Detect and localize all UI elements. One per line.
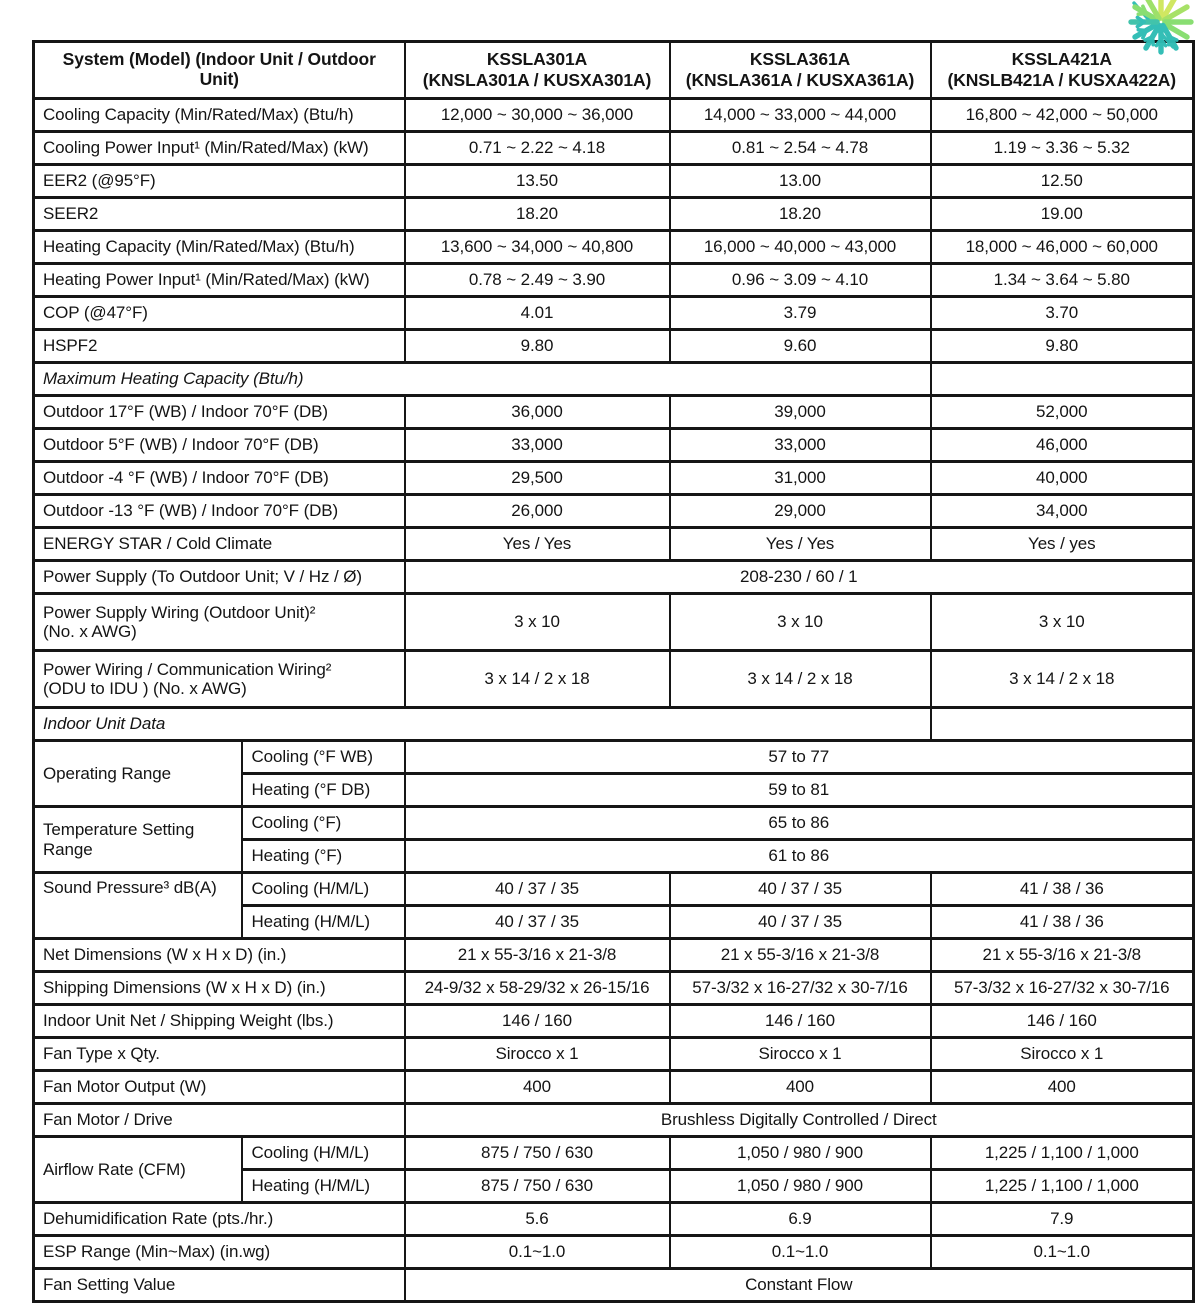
row-label: Fan Motor Output (W) [34,1071,405,1104]
cell-value: 1,225 / 1,100 / 1,000 [931,1137,1194,1170]
row-label: ENERGY STAR / Cold Climate [34,528,405,561]
cell-value: 36,000 [405,396,670,429]
cell-value: 0.81 ~ 2.54 ~ 4.78 [670,132,931,165]
cell-value: 57-3/32 x 16-27/32 x 30-7/16 [931,972,1194,1005]
cell-value: 40 / 37 / 35 [405,873,670,906]
table-row [34,1071,1194,1104]
cell-value: 40 / 37 / 35 [670,873,931,906]
row-label: Net Dimensions (W x H x D) (in.) [34,939,405,972]
cell-value: 29,000 [670,495,931,528]
cell-value: 5.6 [405,1203,670,1236]
cell-value: 40,000 [931,462,1194,495]
row-label: Outdoor 17°F (WB) / Indoor 70°F (DB) [34,396,405,429]
cell-value: 0.71 ~ 2.22 ~ 4.18 [405,132,670,165]
table-body [34,99,1194,1302]
table-row [34,264,1194,297]
cell-value: Sirocco x 1 [931,1038,1194,1071]
cell-value: 0.78 ~ 2.49 ~ 3.90 [405,264,670,297]
model-name-label: KSSLA301A [486,49,588,69]
cell-value: 875 / 750 / 630 [405,1137,670,1170]
cell-value-merged: 61 to 86 [405,840,1194,873]
table-row [34,330,1194,363]
cell-value: Sirocco x 1 [670,1038,931,1071]
table-row [34,165,1194,198]
cell-value: 40 / 37 / 35 [405,906,670,939]
cell-value-merged: 59 to 81 [405,774,1194,807]
row-label: Heating Power Input¹ (Min/Rated/Max) (kW) [34,264,405,297]
table-row [34,741,1194,774]
cell-value: 13,600 ~ 34,000 ~ 40,800 [405,231,670,264]
cell-value: 16,800 ~ 42,000 ~ 50,000 [931,99,1194,132]
cell-value: Yes / Yes [670,528,931,561]
cell-value: 9.60 [670,330,931,363]
row-label: ESP Range (Min~Max) (in.wg) [34,1236,405,1269]
cell-value: 21 x 55-3/16 x 21-3/8 [670,939,931,972]
section-header: Indoor Unit Data [34,708,931,741]
table-row [34,1104,1194,1137]
cell-value: 3 x 14 / 2 x 18 [405,651,670,708]
table-row [34,363,1194,396]
row-label: Shipping Dimensions (W x H x D) (in.) [34,972,405,1005]
cell-value: 19.00 [931,198,1194,231]
table-row [34,1236,1194,1269]
group-label: Airflow Rate (CFM) [34,1137,242,1203]
cell-value: 400 [405,1071,670,1104]
group-label: Temperature Setting Range [34,807,242,873]
header-row [34,42,1194,99]
table-row [34,429,1194,462]
cell-value: 34,000 [931,495,1194,528]
cell-value: 29,500 [405,462,670,495]
cell-value: 1,050 / 980 / 900 [670,1170,931,1203]
group-label: Operating Range [34,741,242,807]
row-label: SEER2 [34,198,405,231]
row-label: COP (@47°F) [34,297,405,330]
row-label: Outdoor -13 °F (WB) / Indoor 70°F (DB) [34,495,405,528]
cell-value: 41 / 38 / 36 [931,873,1194,906]
snowflake-logo-icon [1118,0,1200,66]
row-label: Power Supply (To Outdoor Unit; V / Hz / Ø) [34,561,405,594]
model-name-label: KSSLA421A [1011,49,1112,69]
cell-value: 31,000 [670,462,931,495]
cell-value: 3.79 [670,297,931,330]
cell-value: 13.50 [405,165,670,198]
table-head [34,42,1194,99]
table-row [34,1005,1194,1038]
cell-value: 146 / 160 [931,1005,1194,1038]
cell-value: 3 x 10 [405,594,670,651]
cell-value: 146 / 160 [405,1005,670,1038]
table-row [34,594,1194,651]
cell-value: 12,000 ~ 30,000 ~ 36,000 [405,99,670,132]
cell-value: 4.01 [405,297,670,330]
table-row [34,297,1194,330]
cell-value-merged: 208-230 / 60 / 1 [405,561,1194,594]
model-name-label: KSSLA361A [749,49,851,69]
cell-value: 16,000 ~ 40,000 ~ 43,000 [670,231,931,264]
row-label [34,594,405,651]
row-label: EER2 (@95°F) [34,165,405,198]
cell-value: Yes / Yes [405,528,670,561]
model-units-label: (KNSLA361A / KUSXA361A) [685,70,915,90]
label-line-2: (ODU to IDU ) (No. x AWG) [43,679,247,698]
cell-value: 14,000 ~ 33,000 ~ 44,000 [670,99,931,132]
table-row [34,873,1194,906]
cell-value: 146 / 160 [670,1005,931,1038]
cell-value: 18.20 [405,198,670,231]
cell-value: 3 x 14 / 2 x 18 [931,651,1194,708]
cell-value: 39,000 [670,396,931,429]
cell-value: 18,000 ~ 46,000 ~ 60,000 [931,231,1194,264]
cell-value: 6.9 [670,1203,931,1236]
cell-value: Yes / yes [931,528,1194,561]
cell-value: 21 x 55-3/16 x 21-3/8 [931,939,1194,972]
table-row [34,807,1194,840]
cell-value: 1.34 ~ 3.64 ~ 5.80 [931,264,1194,297]
cell-value: 1.19 ~ 3.36 ~ 5.32 [931,132,1194,165]
row-label: Fan Type x Qty. [34,1038,405,1071]
table-row [34,972,1194,1005]
row-sublabel: Cooling (H/M/L) [242,1137,405,1170]
cell-value: 0.1~1.0 [670,1236,931,1269]
cell-value: 13.00 [670,165,931,198]
cell-value: 1,050 / 980 / 900 [670,1137,931,1170]
group-label: Sound Pressure³ dB(A) [34,873,242,939]
row-label: Outdoor 5°F (WB) / Indoor 70°F (DB) [34,429,405,462]
cell-value-merged: 65 to 86 [405,807,1194,840]
model-units-label: (KNSLA301A / KUSXA301A) [422,70,652,90]
cell-value: Sirocco x 1 [405,1038,670,1071]
row-sublabel: Cooling (H/M/L) [242,873,405,906]
cell-value: 33,000 [405,429,670,462]
section-header: Maximum Heating Capacity (Btu/h) [34,363,931,396]
table-row [34,99,1194,132]
table-row [34,1038,1194,1071]
column-header-model [670,42,931,99]
cell-value: 0.1~1.0 [405,1236,670,1269]
cell-value: 3.70 [931,297,1194,330]
table-row [34,1137,1194,1170]
table-row [34,1203,1194,1236]
row-label: Indoor Unit Net / Shipping Weight (lbs.) [34,1005,405,1038]
label-line-1: Power Supply Wiring (Outdoor Unit)² [43,602,316,622]
cell-value-merged: Constant Flow [405,1269,1194,1302]
cell-value: 46,000 [931,429,1194,462]
cell-value: 3 x 14 / 2 x 18 [670,651,931,708]
cell-value: 0.96 ~ 3.09 ~ 4.10 [670,264,931,297]
row-sublabel: Heating (°F DB) [242,774,405,807]
cell-value: 57-3/32 x 16-27/32 x 30-7/16 [670,972,931,1005]
spec-table [32,40,1195,1303]
row-label: Dehumidification Rate (pts./hr.) [34,1203,405,1236]
cell-value: 9.80 [931,330,1194,363]
label-line-1: Power Wiring / Communication Wiring² [43,659,332,679]
row-label: Fan Motor / Drive [34,1104,405,1137]
cell-value: 12.50 [931,165,1194,198]
row-sublabel: Heating (°F) [242,840,405,873]
column-header-system: System (Model) (Indoor Unit / Outdoor Unit) [34,42,405,99]
cell-value: 21 x 55-3/16 x 21-3/8 [405,939,670,972]
table-row [34,528,1194,561]
cell-value: 400 [931,1071,1194,1104]
row-sublabel: Cooling (°F WB) [242,741,405,774]
table-row [34,396,1194,429]
table-row [34,495,1194,528]
cell-value: 0.1~1.0 [931,1236,1194,1269]
row-label: Heating Capacity (Min/Rated/Max) (Btu/h) [34,231,405,264]
row-sublabel: Heating (H/M/L) [242,906,405,939]
table-row [34,708,1194,741]
model-units-label: (KNSLB421A / KUSXA422A) [947,70,1176,90]
table-row [34,231,1194,264]
cell-value-merged: 57 to 77 [405,741,1194,774]
table-row [34,462,1194,495]
cell-value: 33,000 [670,429,931,462]
row-label: Outdoor -4 °F (WB) / Indoor 70°F (DB) [34,462,405,495]
cell-value: 41 / 38 / 36 [931,906,1194,939]
cell-value-merged: Brushless Digitally Controlled / Direct [405,1104,1194,1137]
cell-value: 24-9/32 x 58-29/32 x 26-15/16 [405,972,670,1005]
cell-value: 1,225 / 1,100 / 1,000 [931,1170,1194,1203]
table-row [34,132,1194,165]
empty-cell [931,363,1194,396]
cell-value: 18.20 [670,198,931,231]
row-label [34,651,405,708]
row-label: HSPF2 [34,330,405,363]
cell-value: 7.9 [931,1203,1194,1236]
row-label: Fan Setting Value [34,1269,405,1302]
empty-cell [931,708,1194,741]
row-sublabel: Cooling (°F) [242,807,405,840]
cell-value: 40 / 37 / 35 [670,906,931,939]
cell-value: 3 x 10 [931,594,1194,651]
cell-value: 400 [670,1071,931,1104]
label-line-2: (No. x AWG) [43,622,137,641]
cell-value: 9.80 [405,330,670,363]
row-label: Cooling Power Input¹ (Min/Rated/Max) (kW) [34,132,405,165]
row-label: Cooling Capacity (Min/Rated/Max) (Btu/h) [34,99,405,132]
table-row [34,198,1194,231]
cell-value: 3 x 10 [670,594,931,651]
table-row [34,1269,1194,1302]
cell-value: 52,000 [931,396,1194,429]
table-row [34,939,1194,972]
cell-value: 26,000 [405,495,670,528]
table-row [34,561,1194,594]
table-row [34,651,1194,708]
column-header-model [405,42,670,99]
row-sublabel: Heating (H/M/L) [242,1170,405,1203]
cell-value: 875 / 750 / 630 [405,1170,670,1203]
